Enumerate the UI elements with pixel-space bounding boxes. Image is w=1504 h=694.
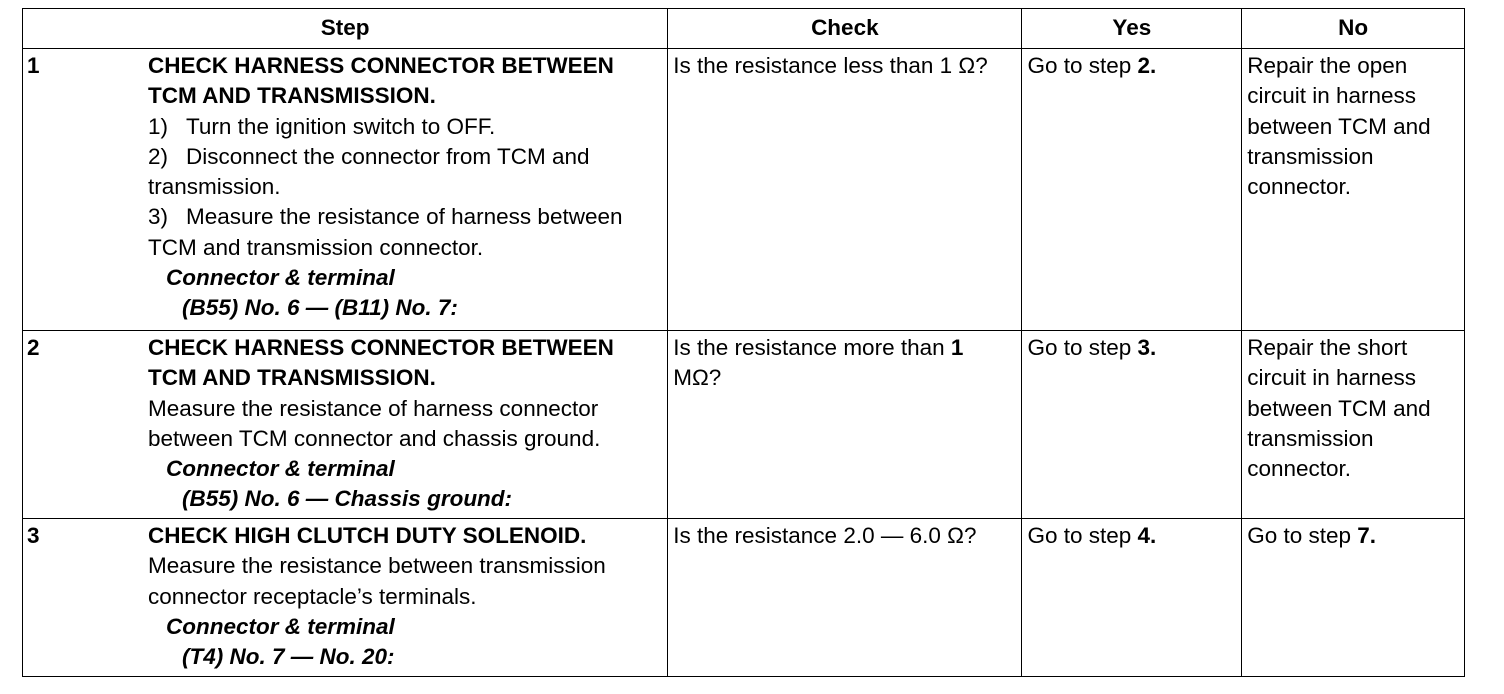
yes-step: 2. bbox=[1137, 53, 1157, 78]
yes-cell bbox=[1022, 331, 1242, 519]
connector-label: Connector & terminal bbox=[166, 265, 395, 291]
header-step: Step bbox=[23, 9, 668, 49]
connector-value: (B55) No. 6 — (B11) No. 7: bbox=[182, 295, 458, 321]
step-cell bbox=[23, 49, 668, 331]
instruction-text: Disconnect the connector from TCM and transmission. bbox=[148, 143, 590, 200]
table-row bbox=[23, 519, 1465, 677]
step-title-line: TCM AND TRANSMISSION. bbox=[148, 83, 436, 109]
yes-step: 4. bbox=[1137, 523, 1157, 548]
instruction-number: 1) bbox=[148, 113, 169, 139]
connector-value: (T4) No. 7 — No. 20: bbox=[182, 644, 395, 670]
step-title-line: CHECK HARNESS CONNECTOR BETWEEN bbox=[148, 335, 614, 360]
table-row bbox=[23, 49, 1465, 331]
connector-label: Connector & terminal bbox=[166, 613, 395, 639]
check-cell: Is the resistance 2.0 — 6.0 Ω? bbox=[668, 519, 1022, 677]
yes-text: Go to step bbox=[1027, 523, 1138, 548]
step-text: Measure the resistance between transmission connector receptacle’s terminals. bbox=[148, 553, 606, 609]
no-text: Go to step bbox=[1247, 523, 1358, 548]
instruction-text: Measure the resistance of harness between TCM and transmission connector. bbox=[148, 204, 623, 260]
connector-value: (B55) No. 6 — Chassis ground: bbox=[182, 486, 513, 512]
header-row bbox=[23, 9, 1465, 49]
instruction-text: Turn the ignition switch to OFF. bbox=[186, 113, 496, 139]
check-text: Is the resistance more than bbox=[673, 335, 951, 360]
step-title-line: CHECK HARNESS CONNECTOR BETWEEN bbox=[148, 53, 614, 78]
yes-cell bbox=[1022, 519, 1242, 677]
instruction bbox=[148, 202, 662, 263]
step-number: 3 bbox=[27, 523, 40, 548]
header-no: No bbox=[1242, 9, 1465, 49]
check-value: 1 bbox=[950, 335, 964, 360]
no-step: 7. bbox=[1357, 523, 1377, 548]
instruction bbox=[148, 142, 662, 203]
yes-cell bbox=[1022, 49, 1242, 331]
header-yes: Yes bbox=[1022, 9, 1242, 49]
connector-label: Connector & terminal bbox=[166, 456, 395, 482]
table-row bbox=[23, 331, 1465, 519]
step-text: Measure the resistance of harness connector between TCM connector and chassis ground. bbox=[148, 395, 601, 451]
yes-step: 3. bbox=[1137, 335, 1157, 360]
no-cell: Repair the short circuit in harness between TCM and transmission connector. bbox=[1242, 331, 1465, 519]
step-number: 2 bbox=[27, 335, 40, 360]
yes-text: Go to step bbox=[1027, 335, 1138, 360]
diagnosis-table bbox=[22, 8, 1465, 677]
instruction bbox=[148, 112, 662, 142]
step-number: 1 bbox=[27, 53, 40, 78]
check-cell: Is the resistance less than 1 Ω? bbox=[668, 49, 1022, 331]
header-check: Check bbox=[668, 9, 1022, 49]
no-cell bbox=[1242, 519, 1465, 677]
instruction-number: 3) bbox=[148, 204, 169, 230]
check-cell bbox=[668, 331, 1022, 519]
yes-text: Go to step bbox=[1027, 53, 1138, 78]
step-title bbox=[148, 333, 662, 394]
step-title-line: TCM AND TRANSMISSION. bbox=[148, 365, 436, 391]
check-unit: MΩ? bbox=[673, 365, 722, 391]
no-cell: Repair the open circuit in harness between TCM and transmission connector. bbox=[1242, 49, 1465, 331]
step-title: CHECK HIGH CLUTCH DUTY SOLENOID. bbox=[148, 523, 587, 548]
step-cell bbox=[23, 519, 668, 677]
step-title bbox=[148, 51, 662, 112]
step-cell bbox=[23, 331, 668, 519]
instruction-number: 2) bbox=[148, 143, 169, 169]
